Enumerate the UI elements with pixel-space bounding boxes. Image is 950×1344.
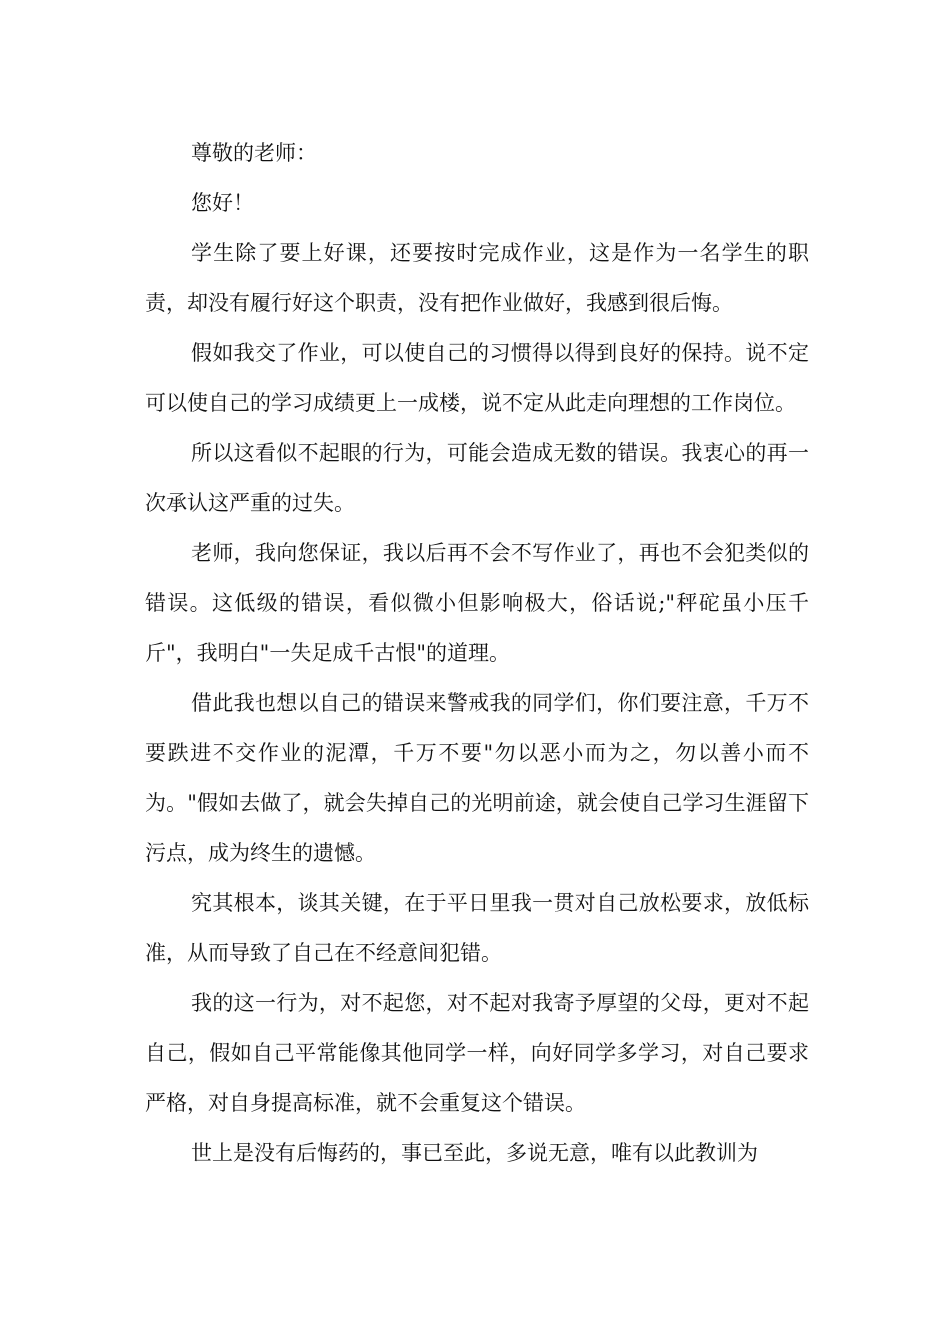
paragraph-1: 学生除了要上好课，还要按时完成作业，这是作为一名学生的职责，却没有履行好这个职责，没有把作业做好，我感到很后悔。 xyxy=(145,241,809,315)
letter-body xyxy=(145,128,809,1178)
paragraph-7: 我的这一行为，对不起您，对不起对我寄予厚望的父母，更对不起自己，假如自己平常能像其他同学一样，向好同学多学习，对自己要求严格，对自身提高标准，就不会重复这个错误。 xyxy=(145,991,809,1115)
greeting: 您好！ xyxy=(191,191,254,215)
paragraph-3: 所以这看似不起眼的行为，可能会造成无数的错误。我衷心的再一次承认这严重的过失。 xyxy=(145,441,809,515)
paragraph-8: 世上是没有后悔药的，事已至此，多说无意，唯有以此教训为 xyxy=(191,1141,758,1165)
paragraph-4: 老师，我向您保证，我以后再不会不写作业了，再也不会犯类似的错误。这低级的错误，看似微小但影响极大，俗话说;"秤砣虽小压千斤"，我明白"一失足成千古恨"的道理。 xyxy=(145,541,809,665)
paragraph-6: 究其根本，谈其关键，在于平日里我一贯对自己放松要求，放低标准，从而导致了自己在不经意间犯错。 xyxy=(145,891,809,965)
paragraph-5: 借此我也想以自己的错误来警戒我的同学们，你们要注意，千万不要跌进不交作业的泥潭，千万不要"勿以恶小而为之，勿以善小而不为。"假如去做了，就会失掉自己的光明前途，就会使自己学习生涯留下污点，成为终生的遗憾。 xyxy=(145,691,809,865)
paragraph-2: 假如我交了作业，可以使自己的习惯得以得到良好的保持。说不定可以使自己的学习成绩更上一成楼，说不定从此走向理想的工作岗位。 xyxy=(145,341,809,415)
salutation: 尊敬的老师： xyxy=(191,141,317,165)
